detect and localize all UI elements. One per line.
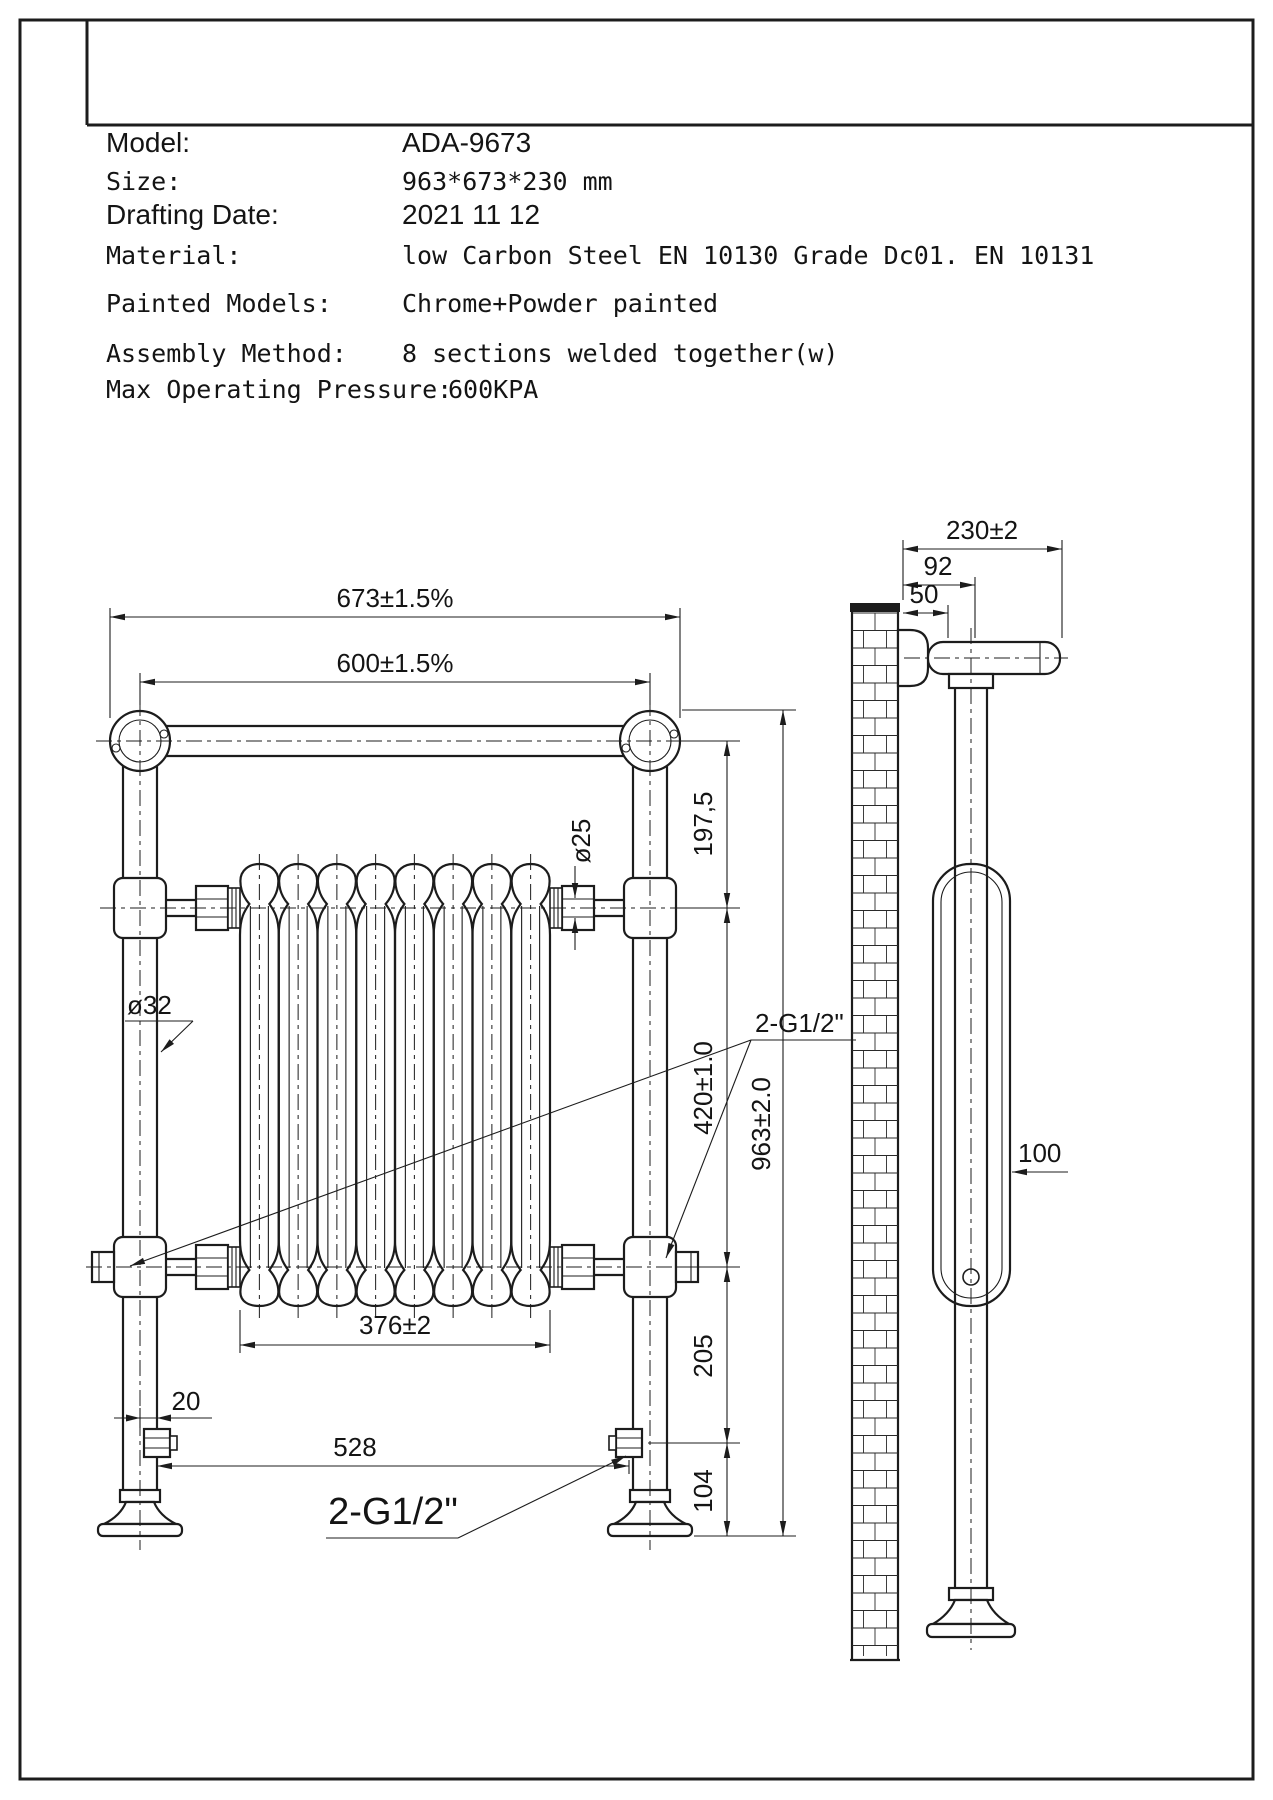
- side-dimensions: [903, 515, 1068, 1172]
- size-value: 963*673*230 mm: [402, 167, 613, 196]
- port-centers-label: 528: [333, 1432, 377, 1462]
- material-value: low Carbon Steel EN 10130 Grade Dc01. EN 10131: [402, 241, 1095, 270]
- dim-connector-span: [680, 908, 740, 1267]
- port-to-floor-label: 104: [688, 1469, 718, 1513]
- model-value: ADA-9673: [402, 127, 532, 158]
- wall-to-post-label: 92: [923, 551, 953, 581]
- wall-clearance-label: 50: [909, 579, 939, 609]
- material-label: Material:: [106, 241, 242, 270]
- drafting-date-label: Drafting Date:: [106, 199, 279, 230]
- assembly-method-label: Assembly Method:: [106, 339, 347, 368]
- side-connection-label: 2-G1/2": [755, 1008, 844, 1038]
- post-centers-label: 600±1.5%: [336, 648, 454, 678]
- overall-height-label: 963±2.0: [746, 1077, 776, 1171]
- max-pressure-label: Max Operating Pressure:: [106, 375, 453, 404]
- dim-core-width: [240, 1310, 550, 1353]
- max-pressure-value: 600KPA: [448, 375, 539, 404]
- connector-tube-dia-label: ø25: [566, 818, 596, 864]
- dim-port-to-floor: [688, 1443, 740, 1536]
- post-dia-label: ø32: [127, 990, 172, 1020]
- dim-column-depth: [1012, 1138, 1068, 1172]
- overall-depth-label: 230±2: [945, 515, 1019, 545]
- label-bottom-connection: [326, 1456, 626, 1538]
- port-offset-label: 20: [171, 1386, 201, 1416]
- dim-port-offset: [114, 1386, 212, 1428]
- side-view: [850, 603, 1060, 1660]
- assembly-method-value: 8 sections welded together(w): [402, 339, 839, 368]
- rail-to-connector-label: 197,5: [688, 791, 718, 857]
- drafting-date-value: 2021 11 12: [402, 199, 541, 230]
- model-label: Model:: [106, 127, 191, 158]
- brick-wall: [850, 603, 900, 1660]
- dim-post-dia: [125, 990, 193, 1052]
- dim-rail-to-connector: [678, 741, 740, 908]
- column-depth-label: 100: [1018, 1138, 1062, 1168]
- dim-port-centers: [157, 1432, 629, 1474]
- dim-post-centers: [140, 648, 650, 705]
- connector-span-label: 420±1.0: [688, 1041, 718, 1135]
- connector-to-ports-label: 205: [688, 1334, 718, 1378]
- painted-models-label: Painted Models:: [106, 289, 332, 318]
- title-block: [106, 127, 1094, 404]
- brick-hatch: [852, 613, 898, 1656]
- centerlines: [86, 628, 1068, 1650]
- overall-width-label: 673±1.5%: [336, 583, 454, 613]
- painted-models-value: Chrome+Powder painted: [402, 289, 719, 318]
- core-width-label: 376±2: [358, 1310, 432, 1340]
- bottom-ports: [144, 1429, 642, 1457]
- radiator-sections: [240, 854, 550, 1318]
- size-label: Size:: [106, 167, 182, 196]
- bottom-connection-label: 2-G1/2": [328, 1491, 458, 1533]
